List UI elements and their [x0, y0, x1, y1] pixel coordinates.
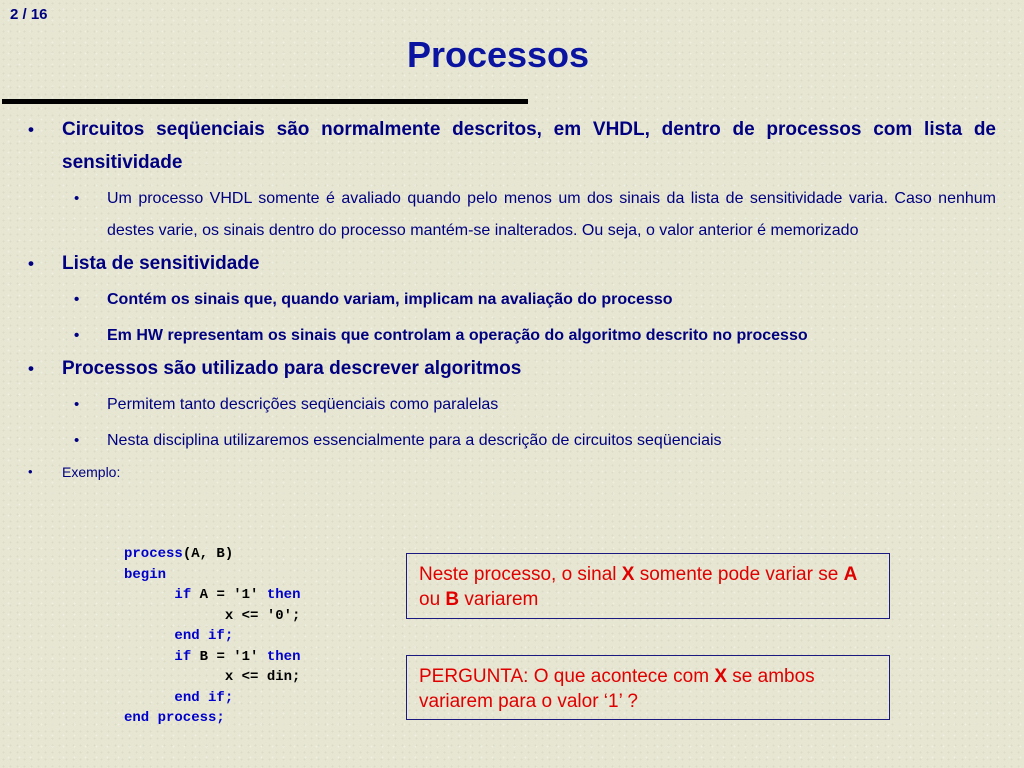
note-text: Neste processo, o sinal	[419, 564, 622, 585]
bullet-text: Circuitos seqüenciais são normalmente descritos, em VHDL, dentro de processos com lista de sensitividade	[62, 119, 996, 173]
note-box	[406, 553, 890, 619]
bullet-level2	[24, 425, 996, 457]
note-bold: A	[843, 564, 858, 585]
bullet-level1	[24, 247, 996, 280]
bullet-text: Um processo VHDL somente é avaliado quando pelo menos um dos sinais da lista de sensitividade varia. Caso nenhum destes varie, os sinais dentro do processo mantém-se inalterados. Ou seja, o valor anterior é memorizado	[107, 190, 996, 239]
code-text: x <= '0';	[224, 607, 301, 624]
code-text: B = '1'	[191, 648, 267, 665]
bullet-level2	[24, 389, 996, 421]
bullet-level2	[24, 320, 996, 352]
code-text: x <= din;	[224, 669, 301, 685]
bullet-dot-icon: •	[74, 432, 80, 449]
note-text: ou	[419, 589, 446, 610]
note-text: somente pode variar se	[634, 564, 844, 585]
bullet-dot-icon: •	[28, 254, 34, 273]
bullet-text: Exemplo:	[62, 464, 121, 480]
code-keyword: process	[124, 546, 183, 562]
bullet-level2	[24, 183, 996, 247]
code-keyword: if	[174, 587, 192, 603]
title-underline	[2, 99, 528, 104]
bullet-level2	[24, 284, 996, 316]
code-keyword: then	[266, 648, 301, 665]
bullet-text: Processos são utilizado para descrever algoritmos	[62, 358, 522, 379]
code-keyword: begin	[124, 566, 167, 583]
vhdl-code-block	[124, 544, 300, 729]
code-keyword: if	[174, 648, 192, 665]
bullet-dot-icon: •	[74, 190, 80, 207]
question-box	[406, 655, 890, 720]
note-bold: B	[445, 589, 460, 610]
bullet-level1	[24, 352, 996, 385]
bullet-level1	[24, 457, 996, 487]
bullet-text: Permitem tanto descrições seqüenciais como paralelas	[107, 396, 499, 413]
note-bold: X	[621, 564, 635, 585]
bullet-list	[24, 113, 996, 487]
code-keyword: end process;	[124, 710, 225, 726]
bullet-text: Em HW representam os sinais que controlam a operação do algoritmo descrito no processo	[107, 327, 808, 344]
question-text: se ambos variarem para o valor ‘1’ ?	[419, 666, 815, 712]
code-text: A = '1'	[191, 587, 267, 603]
bullet-dot-icon: •	[28, 359, 34, 378]
bullet-text: Nesta disciplina utilizaremos essencialmente para a descrição de circuitos seqüenciais	[107, 432, 722, 449]
bullet-text: Lista de sensitividade	[62, 253, 260, 274]
bullet-dot-icon: •	[28, 464, 33, 479]
code-keyword: then	[266, 587, 301, 603]
code-text: (A, B)	[182, 546, 234, 562]
bullet-level1	[24, 113, 996, 179]
note-text: variarem	[459, 589, 539, 610]
bullet-dot-icon: •	[74, 327, 80, 344]
bullet-dot-icon: •	[28, 120, 34, 139]
bullet-text: Contém os sinais que, quando variam, implicam na avaliação do processo	[107, 291, 673, 308]
code-keyword: end if;	[174, 628, 234, 644]
question-text: PERGUNTA: O que acontece com	[419, 666, 715, 687]
bullet-dot-icon: •	[74, 396, 80, 413]
question-bold: X	[714, 666, 728, 687]
slide-number: 2 / 16	[10, 6, 48, 23]
slide-title: Processos	[406, 34, 590, 75]
bullet-dot-icon: •	[74, 291, 80, 308]
code-keyword: end if;	[174, 689, 234, 706]
